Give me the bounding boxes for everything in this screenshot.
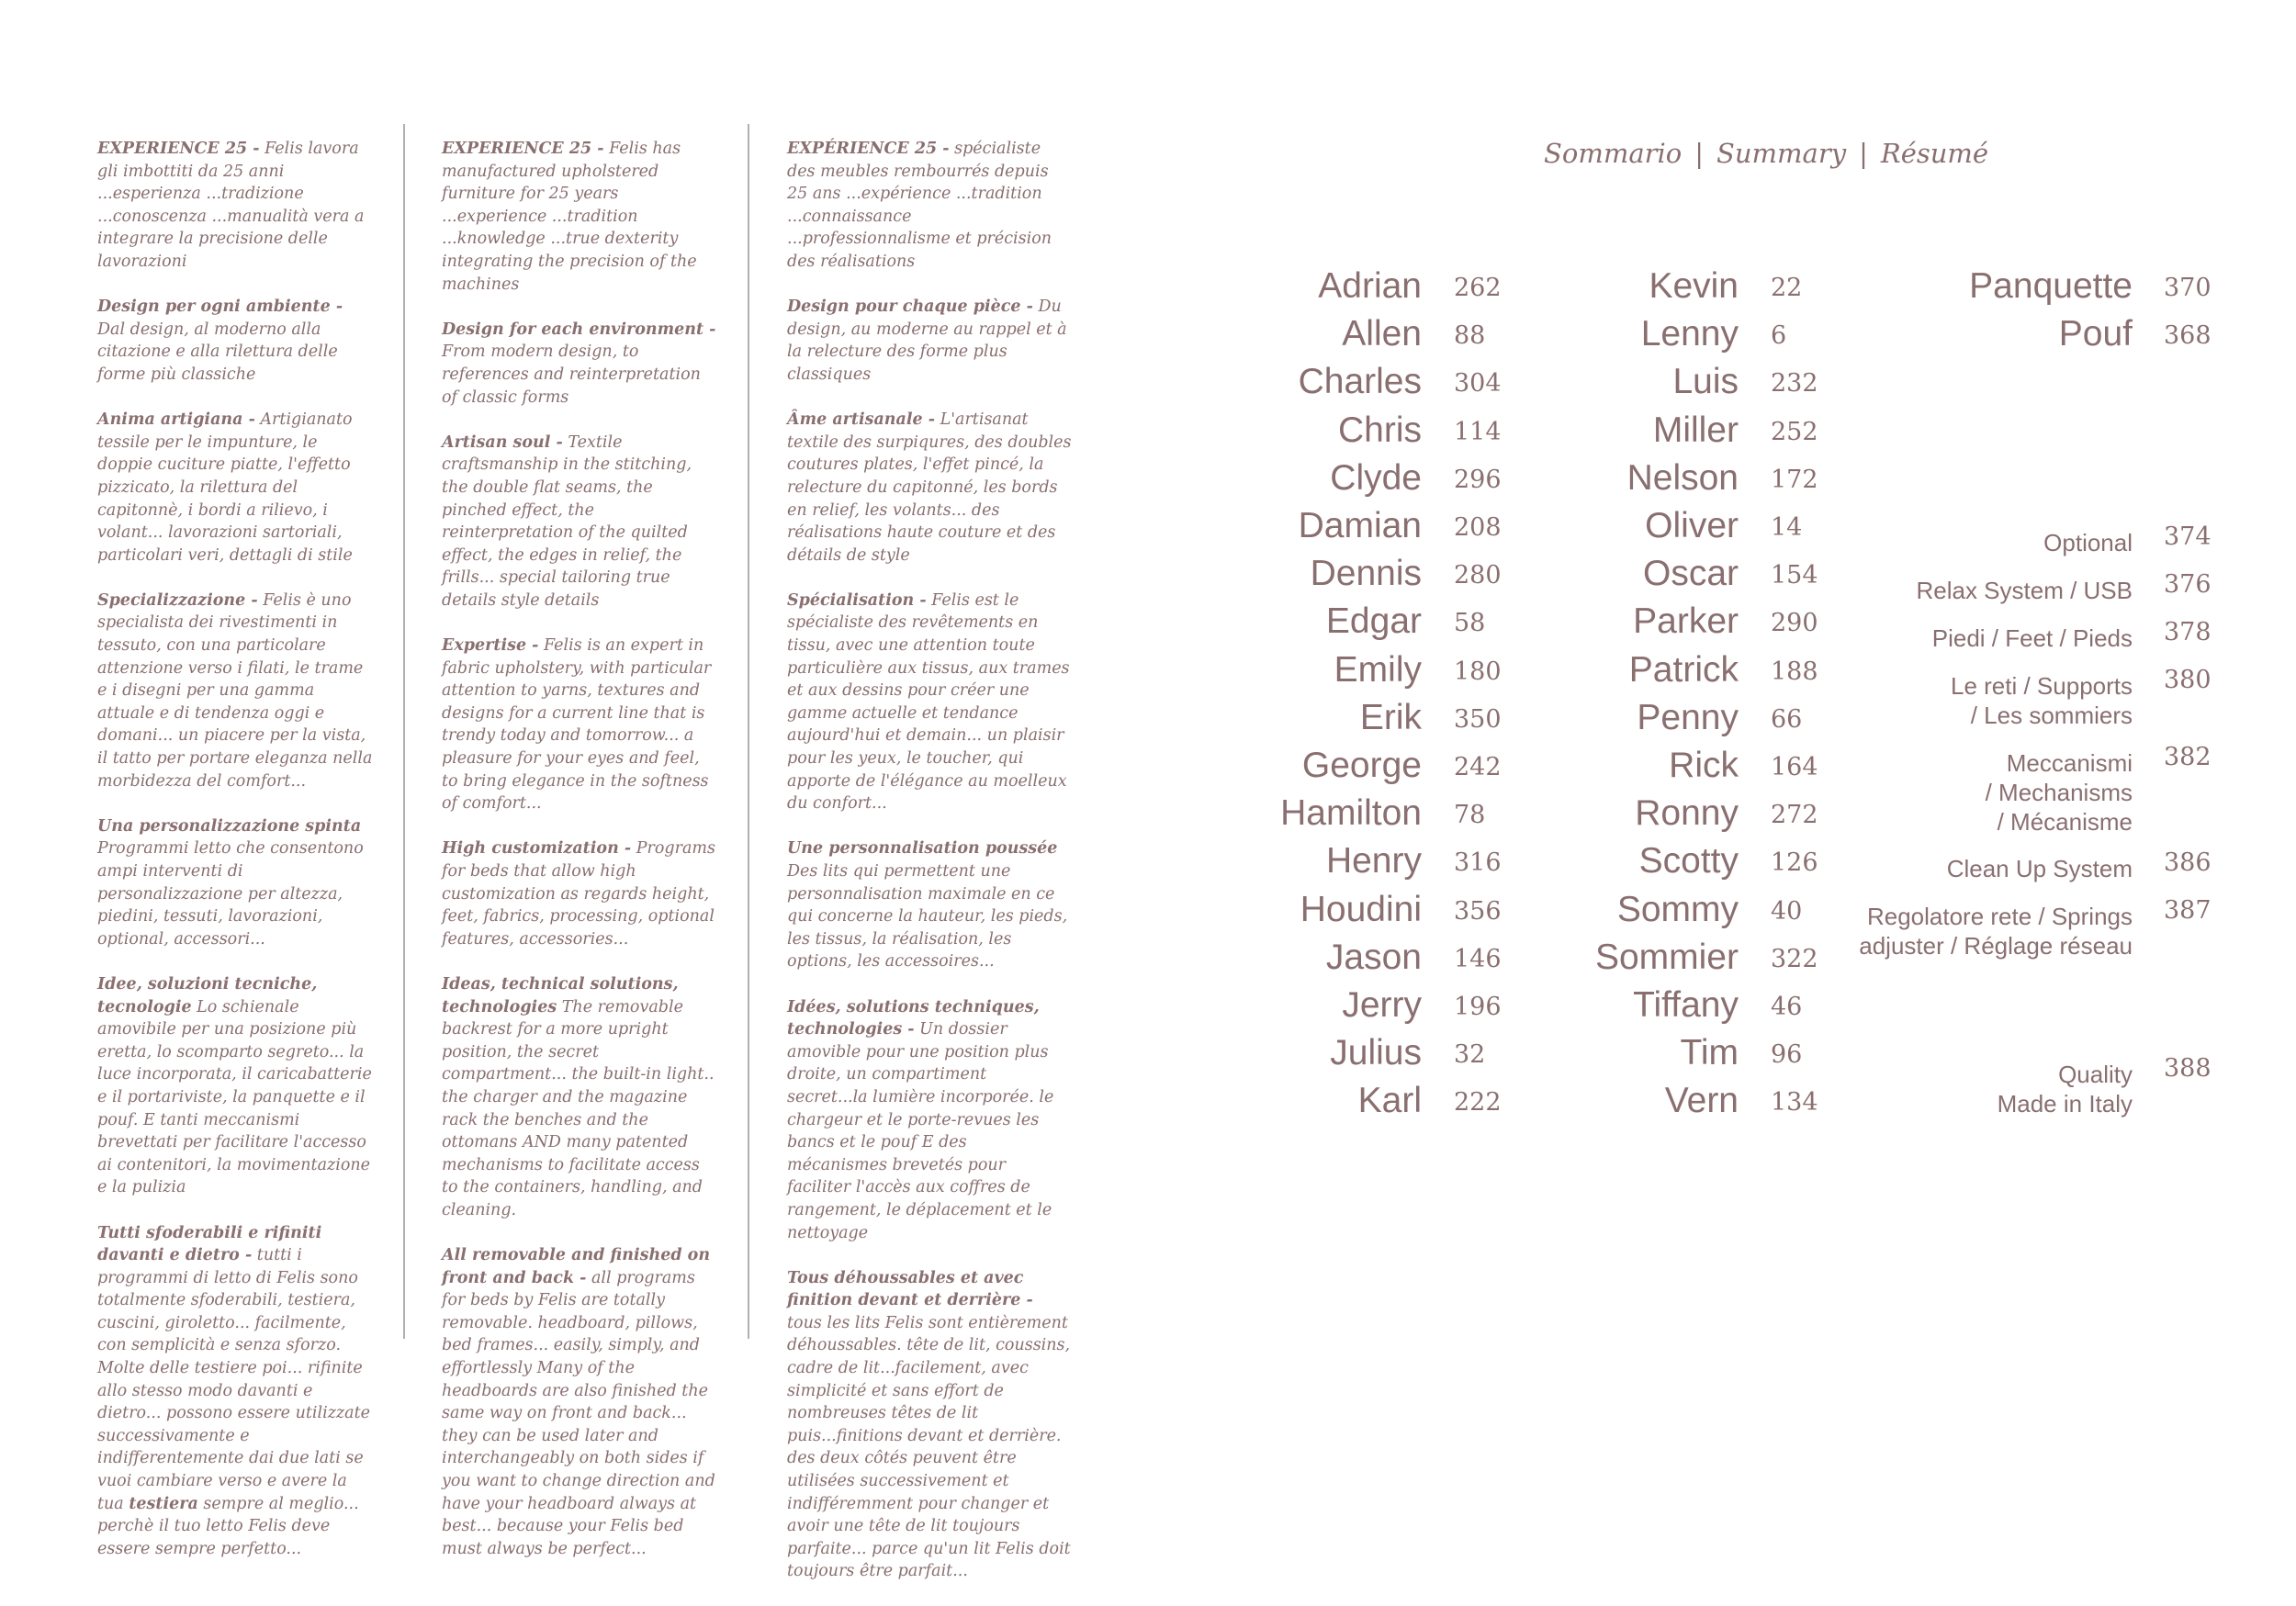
section-body: Felis has manufactured upholstered furniture for 25 years ...experience ...tradition ...knowledge ...true dexterity integrating the precision of the machines xyxy=(442,140,697,294)
text-section xyxy=(787,409,1072,567)
index-entry-name: Miller xyxy=(1652,410,1739,450)
index-extra-line: Le reti / Supports xyxy=(1951,672,2133,700)
section-title: Expertise - xyxy=(442,636,539,656)
section-title: Artisan soul - xyxy=(442,432,563,452)
index-entry-page: 78 xyxy=(1454,801,1486,830)
index-entry-page: 172 xyxy=(1771,465,1818,494)
index-entry-name: Lenny xyxy=(1640,314,1739,354)
text-section xyxy=(97,409,373,567)
section-title: All removable and finished on front and back - xyxy=(442,1246,711,1287)
index-entry-name: Edgar xyxy=(1325,601,1422,642)
section-body: tutti i programmi di letto di Felis sono totalmente sfoderabili, testiera, cuscini, giroletto... facilmente, con semplicità e senza sforzo. Molte delle testiere poi... rifinite allo stesso modo davanti e dietro... possono essere utilizzate successivamente e indifferentemente dai due lati se vuoi cambiare verso e avere la tua xyxy=(97,1246,370,1513)
index-extra-entry xyxy=(1747,854,2133,883)
index-entry-name: Jason xyxy=(1325,937,1422,977)
index-entry-page: 290 xyxy=(1771,609,1818,638)
index-entry-name: George xyxy=(1301,746,1422,785)
section-title: Spécialisation - xyxy=(787,590,927,610)
section-title: Ideas, technical solutions, technologies xyxy=(442,974,679,1016)
index-entry-page: 22 xyxy=(1771,274,1803,302)
index-extra-page: 378 xyxy=(2164,618,2212,646)
index-entry-page: 222 xyxy=(1454,1088,1502,1117)
index-entry-name: Karl xyxy=(1357,1081,1422,1121)
section-title: Tutti sfoderabili e rifiniti davanti e dietro - xyxy=(97,1223,322,1265)
section-body: Des lits qui permettent une personnalisation maximale en ce qui concerne la hauteur, les pieds, les tissus, la réalisation, les options, les accessoires... xyxy=(787,862,1068,971)
index-entry-name: Scotty xyxy=(1638,841,1739,882)
index-extra-entry xyxy=(1747,528,2133,557)
index-extra-entry xyxy=(1747,623,2133,653)
index-extra-line: / Les sommiers xyxy=(1970,702,2133,729)
index-extra-page: 388 xyxy=(2164,1054,2212,1083)
column-divider-1 xyxy=(403,124,405,1339)
column-divider-2 xyxy=(748,124,749,1339)
index-extra-line: adjuster / Réglage réseau xyxy=(1859,932,2133,960)
text-section xyxy=(442,1244,717,1560)
index-entry-page: 46 xyxy=(1771,993,1803,1021)
text-section xyxy=(787,837,1072,973)
index-extra-line: Relax System / USB xyxy=(1916,577,2133,604)
section-title: Idées, solutions techniques, technologies - xyxy=(787,997,1040,1039)
index-extra-page: 380 xyxy=(2164,666,2212,694)
index-entry-name: Oliver xyxy=(1645,506,1739,545)
index-entry-name: Jerry xyxy=(1342,985,1422,1025)
index-entry-page: 188 xyxy=(1771,657,1818,686)
index-entry-page: 14 xyxy=(1771,513,1803,542)
index-entry-name: Oscar xyxy=(1642,554,1739,594)
index-extra-entry xyxy=(1747,671,2133,730)
index-entry-name: Luis xyxy=(1672,362,1739,402)
text-section xyxy=(97,296,373,386)
index-entry-name: Hamilton xyxy=(1280,793,1422,834)
text-section xyxy=(97,1222,373,1561)
index-entry-page: 316 xyxy=(1454,848,1502,878)
section-body: tous les lits Felis sont entièrement déhoussables. tête de lit, coussins, cadre de lit...facilement, avec simplicité et sans effort de nombreuses têtes de lit puis...finitions devant et derrière. des deux côtés peuvent être utilisées successivement et indifféremment pour changer et avoir une tête de lit toujours parfaite... parce qu'un lit Felis doit toujours être parfait... xyxy=(787,1313,1071,1581)
section-title: High customization - xyxy=(442,839,632,859)
index-entry-name: Pouf xyxy=(2058,314,2133,354)
text-section xyxy=(787,590,1072,815)
index-entry-name: Charles xyxy=(1298,362,1422,402)
section-body: Felis è uno specialista dei rivestimenti in tessuto, con una particolare attenzione verso i filati, le trame e i disegni per una gamma attuale e di tendenza oggi e domani... un piacere per la vista, il tatto per portare eleganza nella morbidezza del comfort... xyxy=(97,590,373,791)
index-entry-name: Rick xyxy=(1669,746,1739,785)
index-entry-name: Tim xyxy=(1680,1033,1739,1073)
section-body: Felis is an expert in fabric upholstery, with particular attention to yarns, textures and designs for a current line that is trendy today and tomorrow... a pleasure for your eyes and feel, to bring elegance in the softness of comfort... xyxy=(442,636,712,814)
index-entry-name: Houdini xyxy=(1300,889,1422,929)
index-entry-page: 370 xyxy=(2164,274,2212,302)
index-entry-page: 96 xyxy=(1771,1040,1803,1070)
index-entry-page: 196 xyxy=(1454,993,1502,1021)
index-entry-page: 6 xyxy=(1771,321,1787,351)
section-body: all programs for beds by Felis are totally removable. headboard, pillows, bed frames... easily, simply, and effortlessly Many of the headboards are also finished the same way on front and back... they can be used later and interchangeably on both sides if you want to change direction and have your headboard always at best... because your Felis bed must always be perfect... xyxy=(442,1268,715,1558)
section-title: Design for each environment - xyxy=(442,320,716,339)
index-entry-page: 134 xyxy=(1771,1088,1818,1117)
section-body: Felis est le spécialiste des revêtements en tissu, avec une attention toute particulière aux tissus, aux trames et aux dessins pour créer une gamme actuelle et tendance aujourd'hui et demain... un plaisir pour les yeux, le toucher, qui apporte de l'élégance au moelleux du confort... xyxy=(787,590,1070,814)
index-entry-name: Panquette xyxy=(1969,266,2133,306)
index-entry-page: 232 xyxy=(1771,369,1818,399)
index-entry-name: Damian xyxy=(1298,506,1422,545)
section-body: From modern design, to references and reinterpretation of classic forms xyxy=(442,343,701,407)
index-entry-name: Penny xyxy=(1637,697,1739,737)
index-entry-page: 126 xyxy=(1771,848,1818,878)
index-entry-name: Ronny xyxy=(1635,793,1739,834)
heading-separator: | xyxy=(1859,138,1868,169)
text-section xyxy=(97,138,373,274)
index-extra-line: Made in Italy xyxy=(1997,1090,2133,1117)
index-entry-page: 58 xyxy=(1454,609,1486,638)
index-entry-name: Parker xyxy=(1633,601,1739,642)
index-entry-page: 242 xyxy=(1454,753,1502,781)
text-section xyxy=(787,138,1072,274)
heading-italian: Sommario xyxy=(1544,138,1683,169)
section-body: Felis lavora gli imbottiti da 25 anni ...esperienza ...tradizione ...conoscenza ...manualità vera a integrare la precisione delle lavorazioni xyxy=(97,140,365,271)
section-body: Un dossier amovible pour une position plus droite, un compartiment secret...la lumière incorporée. le chargeur et le porte-revues les bancs et le pouf E des mécanismes brevetés pour faciliter l'accès aux coffres de rangement, le déplacement et le nettoyage xyxy=(787,1020,1054,1242)
index-extra-line: / Mechanisms xyxy=(1985,779,2133,806)
text-section xyxy=(442,635,717,815)
section-body: Dal design, al moderno alla citazione e alla rilettura delle forme più classiche xyxy=(97,320,338,384)
index-extra-page: 376 xyxy=(2164,570,2212,599)
heading-french: Résumé xyxy=(1880,138,1989,169)
section-bold-word: testiera xyxy=(129,1494,198,1513)
index-extra-line: Clean Up System xyxy=(1946,855,2133,882)
section-title: Tous déhoussables et avec finition devant et derrière - xyxy=(787,1268,1033,1310)
index-entry-page: 322 xyxy=(1771,944,1818,973)
index-entry-name: Dennis xyxy=(1310,554,1422,594)
summary-heading xyxy=(1544,138,1988,169)
index-entry-page: 262 xyxy=(1454,274,1502,302)
index-entry-name: Henry xyxy=(1325,841,1422,882)
section-body: Programmi letto che consentono ampi interventi di personalizzazione per altezza, piedini, tessuti, lavorazioni, optional, accessori... xyxy=(97,839,364,949)
index-entry-name: Patrick xyxy=(1628,649,1739,690)
text-section xyxy=(97,973,373,1199)
section-body-tail: sempre al meglio... perchè il tuo letto Felis deve essere sempre perfetto... xyxy=(97,1494,359,1558)
section-body: Textile craftsmanship in the stitching, the double flat seams, the pinched effect, the reinterpretation of the quilted effect, the edges in relief, the frills... special tailoring true details style details xyxy=(442,432,692,610)
index-entry-page: 272 xyxy=(1771,801,1818,830)
index-extra-line: / Mécanisme xyxy=(1997,808,2133,836)
section-body: Lo schienale amovibile per una posizione più eretta, lo scomparto segreto... la luce incorporata, il caricabatterie e il portariviste, la panquette e il pouf. E tanti meccanismi brevettati per facilitare l'accesso ai contenitori, la movimentazione e la pulizia xyxy=(97,997,372,1197)
index-entry-page: 40 xyxy=(1771,896,1803,926)
index-entry-page: 154 xyxy=(1771,561,1818,590)
index-entry-name: Chris xyxy=(1337,410,1422,450)
section-title: Âme artisanale - xyxy=(787,410,936,430)
index-entry-page: 296 xyxy=(1454,465,1502,494)
section-body: L'artisanat textile des surpiqures, des doubles coutures plates, l'effet pincé, la relecture du capitonné, les bords en relief, les volants... des réalisations haute couture et des détails de style xyxy=(787,410,1072,565)
index-entry-name: Emily xyxy=(1334,649,1422,690)
index-entry-name: Sommy xyxy=(1616,889,1739,929)
text-section xyxy=(442,837,717,950)
index-entry-page: 88 xyxy=(1454,321,1486,351)
index-entry-name: Kevin xyxy=(1649,266,1739,306)
index-entry-page: 180 xyxy=(1454,657,1502,686)
index-extra-entry xyxy=(1747,902,2133,960)
heading-english: Summary xyxy=(1716,138,1847,169)
index-entry-page: 252 xyxy=(1771,417,1818,446)
index-entry-page: 368 xyxy=(2164,321,2212,351)
text-section xyxy=(442,319,717,409)
index-extra-line: Regolatore rete / Springs xyxy=(1866,903,2133,930)
index-entry-name: Vern xyxy=(1664,1081,1739,1121)
index-extra-entry xyxy=(1747,748,2133,837)
section-title: Una personalizzazione spinta xyxy=(97,816,362,836)
index-entry-page: 280 xyxy=(1454,561,1502,590)
heading-separator: | xyxy=(1694,138,1704,169)
index-extra-page: 387 xyxy=(2164,896,2212,925)
index-extra-entry xyxy=(1747,576,2133,605)
text-section xyxy=(97,815,373,951)
section-body: Artigianato tessile per le impunture, le doppie cuciture piatte, l'effetto pizzicato, la rilettura del capitonnè, i bordi a rilievo, i volant... lavorazioni sartoriali, particolari veri, dettagli di stile xyxy=(97,410,353,565)
index-entry-name: Tiffany xyxy=(1633,985,1739,1025)
text-section xyxy=(787,1267,1072,1583)
index-entry-name: Julius xyxy=(1330,1033,1422,1073)
text-section xyxy=(442,432,717,612)
section-title: Anima artigiana - xyxy=(97,410,255,430)
index-entry-page: 208 xyxy=(1454,513,1502,542)
index-entry-page: 164 xyxy=(1771,753,1818,781)
index-extra-line: Meccanismi xyxy=(2006,749,2133,777)
index-extra-line: Quality xyxy=(2058,1061,2133,1088)
text-section xyxy=(442,138,717,296)
index-entry-name: Erik xyxy=(1359,697,1422,737)
section-body: Du design, au moderne au rappel et à la relecture des forme plus classiques xyxy=(787,298,1067,384)
text-section xyxy=(97,590,373,792)
index-entry-name: Nelson xyxy=(1626,457,1739,498)
index-entry-name: Allen xyxy=(1342,314,1422,354)
index-extra-entry xyxy=(1747,1060,2133,1118)
section-title: EXPERIENCE 25 - xyxy=(97,140,260,158)
section-title: Idee, soluzioni tecniche, tecnologie xyxy=(97,974,318,1016)
index-entry-page: 114 xyxy=(1454,417,1502,446)
text-column-english xyxy=(442,138,717,1583)
index-extra-page: 374 xyxy=(2164,522,2212,551)
section-title: Design pour chaque pièce - xyxy=(787,298,1033,317)
section-body: spécialiste des meubles rembourrés depuis 25 ans ...expérience ...tradition ...connaissance ...professionnalisme et précision des réalisations xyxy=(787,140,1052,271)
index-entry-page: 356 xyxy=(1454,896,1502,926)
text-section xyxy=(787,296,1072,386)
section-title: Une personnalisation poussée xyxy=(787,839,1058,859)
index-entry-name: Sommier xyxy=(1594,937,1739,977)
index-entry-page: 304 xyxy=(1454,369,1502,399)
section-title: Design per ogni ambiente - xyxy=(97,298,343,317)
text-column-french xyxy=(787,138,1072,1606)
index-extra-page: 386 xyxy=(2164,848,2212,877)
index-extra-line: Piedi / Feet / Pieds xyxy=(1931,624,2133,652)
index-entry-page: 32 xyxy=(1454,1040,1486,1070)
section-body: The removable backrest for a more upright position, the secret compartment... the built-in light.. the charger and the magazine rack the benches and the ottomans AND many patented mechanisms to facilitate access to the containers, handling, and cleaning. xyxy=(442,997,715,1219)
index-entry-page: 350 xyxy=(1454,704,1502,734)
text-section xyxy=(787,996,1072,1245)
section-body: Programs for beds that allow high customization as regards height, feet, fabrics, processing, optional features, accessories... xyxy=(442,839,715,949)
index-entry-page: 66 xyxy=(1771,704,1803,734)
index-entry-name: Adrian xyxy=(1318,266,1422,306)
index-extra-line: Optional xyxy=(2043,529,2133,556)
section-title: EXPÉRIENCE 25 - xyxy=(787,140,950,158)
index-entry-name: Clyde xyxy=(1330,457,1422,498)
section-title: Specializzazione - xyxy=(97,590,258,610)
text-section xyxy=(442,973,717,1222)
index-entry-page: 146 xyxy=(1454,944,1502,973)
text-column-italian xyxy=(97,138,373,1583)
index-extra-page: 382 xyxy=(2164,743,2212,771)
section-title: EXPERIENCE 25 - xyxy=(442,140,604,158)
